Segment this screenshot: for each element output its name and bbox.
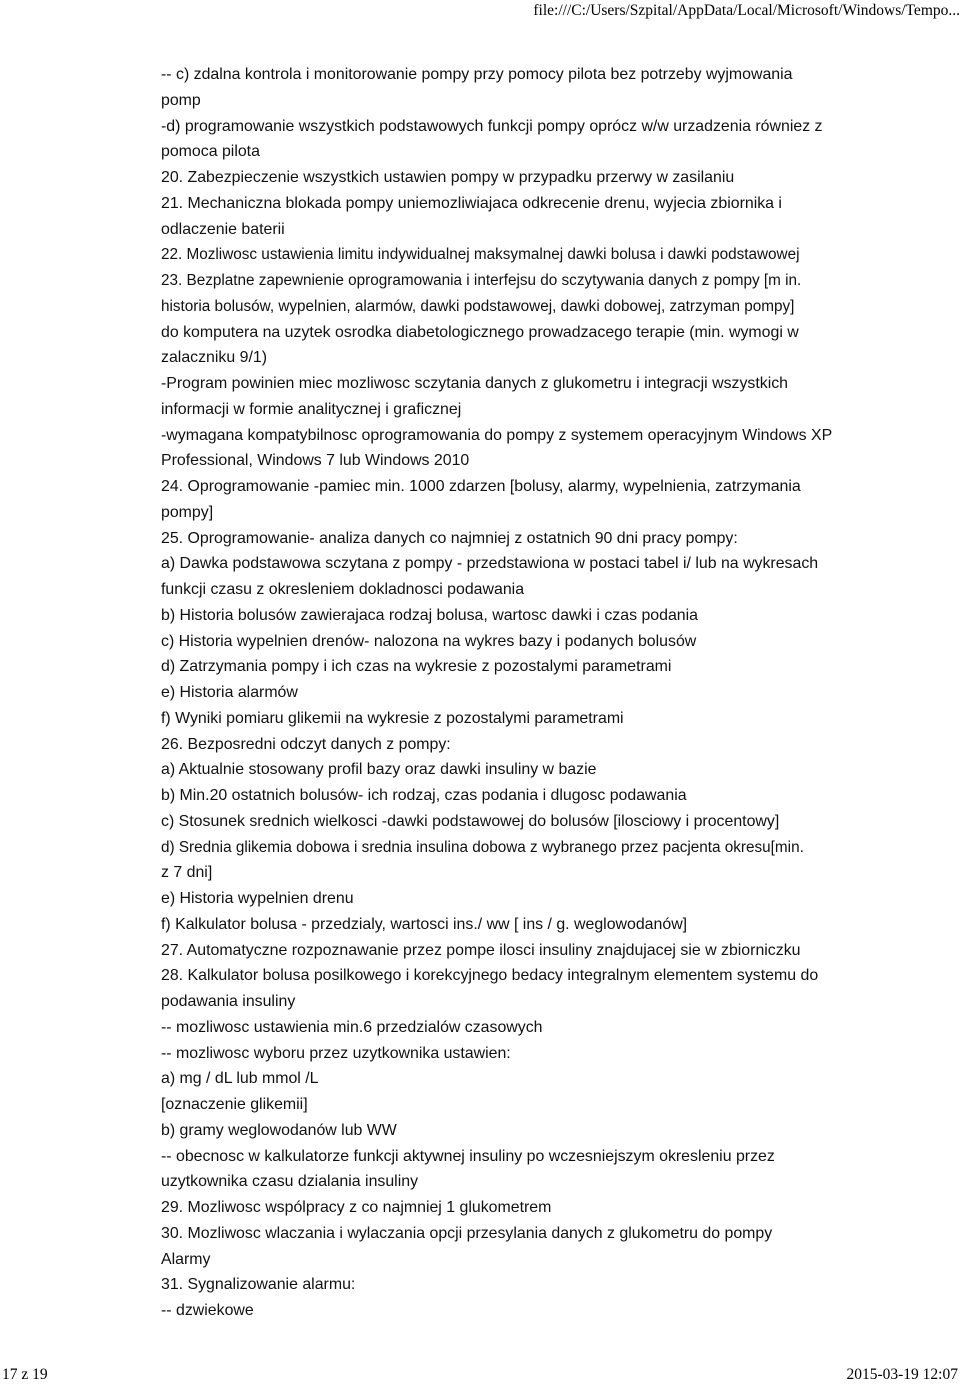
document-line: z 7 dni] bbox=[161, 864, 213, 882]
document-line: b) Min.20 ostatnich bolusów- ich rodzaj, czas podania i dlugosc podawania bbox=[161, 787, 687, 804]
document-line: 27. Automatyczne rozpoznawanie przez pompe ilosci insuliny znajdujacej sie w zbiorniczku bbox=[161, 941, 801, 959]
document-line: informacji w formie analitycznej i graficznej bbox=[161, 400, 462, 418]
document-line: pomp bbox=[161, 91, 201, 109]
document-line: b) Historia bolusów zawierajaca rodzaj bolusa, wartosc dawki i czas podania bbox=[161, 606, 699, 624]
document-line: uzytkownika czasu dzialania insuliny bbox=[161, 1173, 419, 1191]
document-line: pompy] bbox=[161, 503, 214, 521]
document-line: odlaczenie baterii bbox=[161, 220, 285, 238]
document-line: a) mg / dL lub mmol /L bbox=[161, 1070, 319, 1088]
document-line: c) Historia wypelnien drenów- nalozona na wykres bazy i podanych bolusów bbox=[161, 632, 697, 650]
document-line: 31. Sygnalizowanie alarmu: bbox=[161, 1276, 356, 1294]
document-line: -wymagana kompatybilnosc oprogramowania do pompy z systemem operacyjnym Windows XP bbox=[161, 426, 833, 444]
document-line: e) Historia alarmów bbox=[161, 684, 298, 701]
document-line: 21. Mechaniczna blokada pompy uniemozliwiajaca odkrecenie drenu, wyjecia zbiornika i bbox=[161, 194, 782, 212]
document-line: b) gramy weglowodanów lub WW bbox=[161, 1121, 397, 1139]
document-line: 30. Mozliwosc wlaczania i wylaczania opcji przesylania danych z glukometru do pompy bbox=[161, 1224, 773, 1242]
document-line: -- obecnosc w kalkulatorze funkcji aktywnej insuliny po wczesniejszym okresleniu przez bbox=[161, 1147, 775, 1165]
document-line: zalaczniku 9/1) bbox=[161, 349, 267, 367]
document-line: -- mozliwosc wyboru przez uzytkownika ustawien: bbox=[161, 1044, 511, 1062]
document-line: 25. Oprogramowanie- analiza danych co najmniej z ostatnich 90 dni pracy pompy: bbox=[161, 529, 738, 547]
document-line: 20. Zabezpieczenie wszystkich ustawien pompy w przypadku przerwy w zasilaniu bbox=[161, 169, 735, 186]
document-line: funkcji czasu z okresleniem dokladnosci podawania bbox=[161, 581, 525, 598]
document-line: d) Srednia glikemia dobowa i srednia insulina dobowa z wybranego przez pacjenta okresu[min. bbox=[161, 838, 804, 856]
print-datetime: 2015-03-19 12:07 bbox=[846, 1366, 958, 1383]
document-line: a) Aktualnie stosowany profil bazy oraz dawki insuliny w bazie bbox=[161, 761, 597, 779]
document-line: a) Dawka podstawowa sczytana z pompy - przedstawiona w postaci tabel i/ lub na wykresach bbox=[161, 555, 819, 573]
document-body bbox=[161, 62, 951, 1324]
document-line: podawania insuliny bbox=[161, 993, 296, 1010]
document-line: pomoca pilota bbox=[161, 143, 260, 161]
file-url-header: file:///C:/Users/Szpital/AppData/Local/Microsoft/Windows/Tempo... bbox=[533, 2, 960, 19]
document-line: -d) programowanie wszystkich podstawowych funkcji pompy oprócz w/w urzadzenia równiez z bbox=[161, 117, 823, 135]
document-line: d) Zatrzymania pompy i ich czas na wykresie z pozostalymi parametrami bbox=[161, 658, 672, 676]
document-line: do komputera na uzytek osrodka diabetologicznego prowadzacego terapie (min. wymogi w bbox=[161, 323, 799, 341]
document-line: -- mozliwosc ustawienia min.6 przedzialów czasowych bbox=[161, 1018, 543, 1036]
document-line: 23. Bezplatne zapewnienie oprogramowania i interfejsu do sczytywania danych z pompy [m in. bbox=[161, 272, 802, 289]
document-line: -Program powinien miec mozliwosc sczytania danych z glukometru i integracji wszystkich bbox=[161, 375, 789, 392]
document-line: [oznaczenie glikemii] bbox=[161, 1096, 308, 1113]
document-line: 22. Mozliwosc ustawienia limitu indywidualnej maksymalnej dawki bolusa i dawki podstawowej bbox=[161, 246, 800, 264]
document-line: -- c) zdalna kontrola i monitorowanie pompy przy pomocy pilota bez potrzeby wyjmowania bbox=[161, 66, 793, 83]
document-line: e) Historia wypelnien drenu bbox=[161, 890, 354, 907]
document-line: 28. Kalkulator bolusa posilkowego i korekcyjnego bedacy integralnym elementem systemu do bbox=[161, 967, 819, 985]
document-line: f) Kalkulator bolusa - przedzialy, wartosci ins./ ww [ ins / g. weglowodanów] bbox=[161, 915, 688, 933]
document-line: historia bolusów, wypelnien, alarmów, dawki podstawowej, dawki dobowej, zatrzyman pompy] bbox=[161, 297, 795, 315]
document-line: f) Wyniki pomiaru glikemii na wykresie z pozostalymi parametrami bbox=[161, 709, 624, 727]
document-line: 26. Bezposredni odczyt danych z pompy: bbox=[161, 735, 451, 753]
document-line: 24. Oprogramowanie -pamiec min. 1000 zdarzen [bolusy, alarmy, wypelnienia, zatrzymania bbox=[161, 478, 801, 495]
document-line: 29. Mozliwosc wspólpracy z co najmniej 1 glukometrem bbox=[161, 1199, 552, 1216]
document-line: c) Stosunek srednich wielkosci -dawki podstawowej do bolusów [ilosciowy i procentowy] bbox=[161, 812, 780, 830]
document-line: Alarmy bbox=[161, 1250, 211, 1268]
page-number: 17 z 19 bbox=[2, 1366, 48, 1383]
document-line: Professional, Windows 7 lub Windows 2010 bbox=[161, 452, 470, 470]
document-line: -- dzwiekowe bbox=[161, 1302, 254, 1319]
